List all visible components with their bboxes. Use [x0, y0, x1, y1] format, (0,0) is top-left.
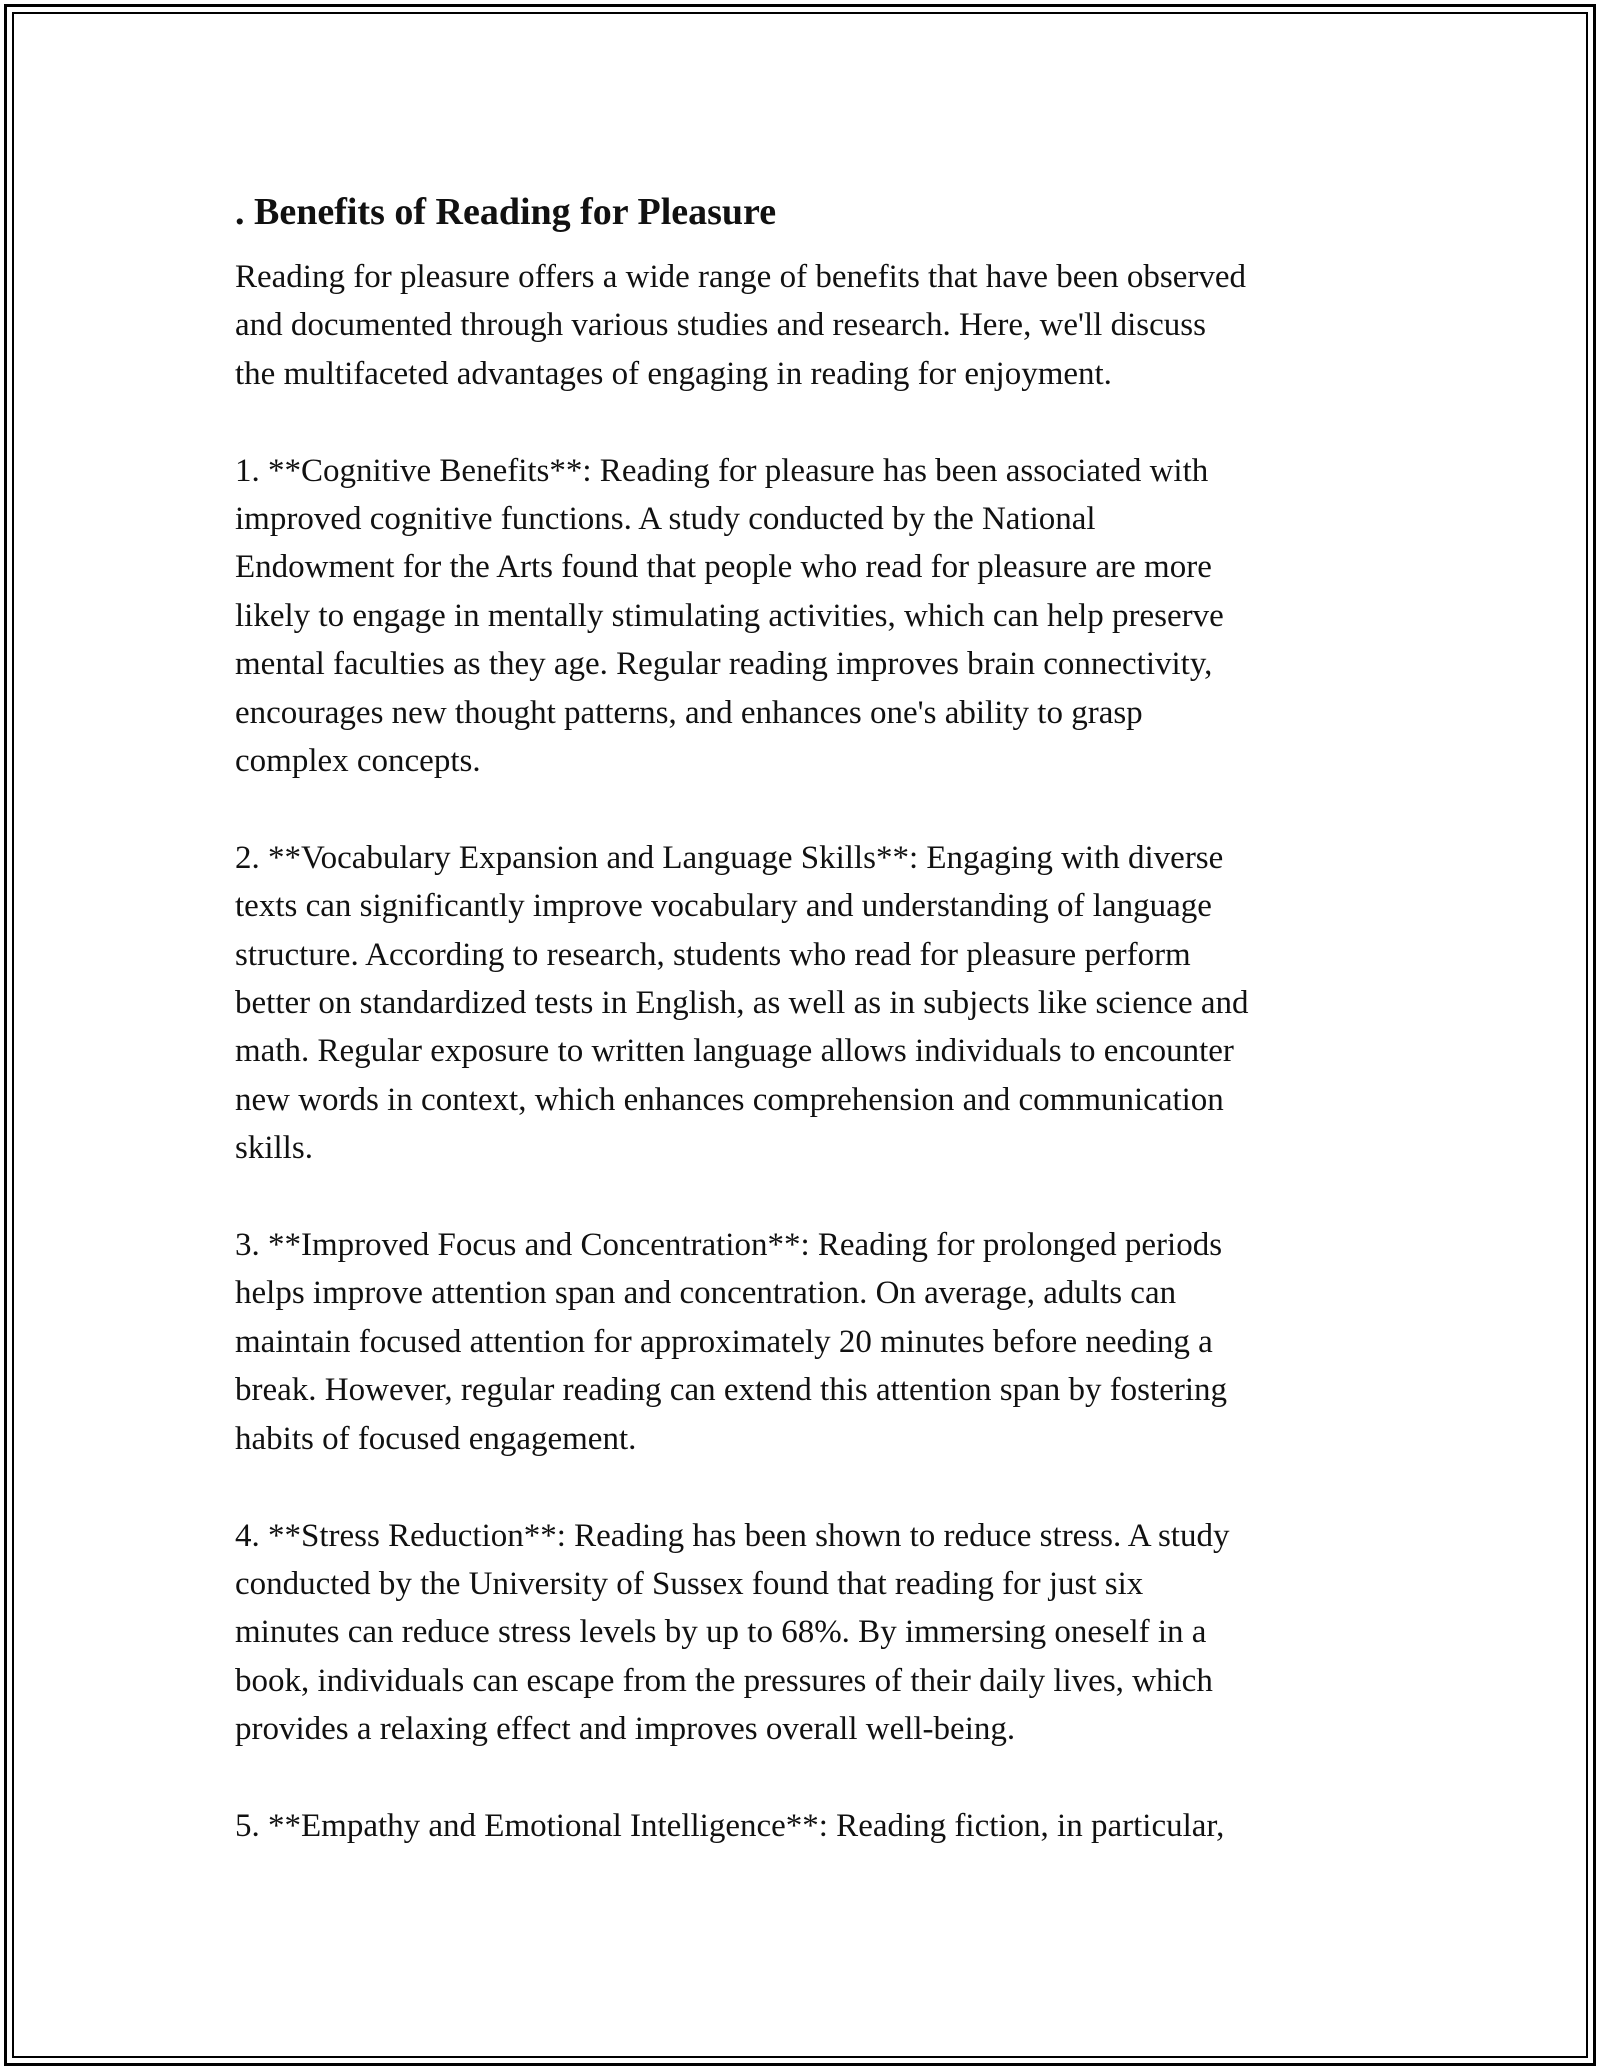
text-line: and documented through various studies and research. Here, we'll discuss — [235, 307, 1206, 344]
text-line: better on standardized tests in English, as well as in subjects like science and — [235, 985, 1249, 1022]
text-line: 5. **Empathy and Emotional Intelligence**: Reading fiction, in particular, — [235, 1807, 1225, 1844]
text-line: conducted by the University of Sussex found that reading for just six — [235, 1565, 1144, 1602]
paragraph-empathy — [235, 1802, 1385, 1850]
text-line: improved cognitive functions. A study conducted by the National — [235, 501, 1096, 538]
text-line: 2. **Vocabulary Expansion and Language Skills**: Engaging with diverse — [235, 839, 1224, 876]
text-line: complex concepts. — [235, 743, 481, 780]
text-line: helps improve attention span and concentration. On average, adults can — [235, 1275, 1177, 1312]
text-line: math. Regular exposure to written language allows individuals to encounter — [235, 1033, 1234, 1070]
text-line: 4. **Stress Reduction**: Reading has been shown to reduce stress. A study — [235, 1517, 1230, 1554]
paragraph-cognitive-benefits — [235, 447, 1385, 786]
text-line: texts can significantly improve vocabulary and understanding of language — [235, 888, 1212, 925]
text-line: 1. **Cognitive Benefits**: Reading for pleasure has been associated with — [235, 452, 1209, 489]
text-line: provides a relaxing effect and improves overall well-being. — [235, 1711, 1016, 1748]
text-line: book, individuals can escape from the pressures of their daily lives, which — [235, 1662, 1213, 1699]
document-body — [235, 185, 1385, 1899]
text-line: skills. — [235, 1130, 313, 1167]
paragraph-intro — [235, 253, 1385, 398]
text-line: mental faculties as they age. Regular reading improves brain connectivity, — [235, 646, 1213, 683]
paragraph-vocabulary — [235, 834, 1385, 1173]
paragraph-stress-reduction — [235, 1512, 1385, 1754]
text-line: encourages new thought patterns, and enhances one's ability to grasp — [235, 694, 1143, 731]
text-line: likely to engage in mentally stimulating activities, which can help preserve — [235, 597, 1224, 634]
text-line: structure. According to research, students who read for pleasure perform — [235, 936, 1191, 973]
text-line: Reading for pleasure offers a wide range of benefits that have been observed — [235, 259, 1246, 295]
text-line: break. However, regular reading can extend this attention span by fostering — [235, 1372, 1227, 1409]
text-line: maintain focused attention for approximately 20 minutes before needing a — [235, 1323, 1213, 1360]
page-title: . Benefits of Reading for Pleasure — [235, 191, 777, 233]
paragraph-focus — [235, 1221, 1385, 1463]
text-line: habits of focused engagement. — [235, 1420, 637, 1457]
text-line: Endowment for the Arts found that people who read for pleasure are more — [235, 549, 1212, 586]
text-line: minutes can reduce stress levels by up to 68%. By immersing oneself in a — [235, 1614, 1207, 1651]
text-line: new words in context, which enhances comprehension and communication — [235, 1081, 1224, 1118]
text-line: 3. **Improved Focus and Concentration**: Reading for prolonged periods — [235, 1227, 1223, 1264]
text-line: the multifaceted advantages of engaging in reading for enjoyment. — [235, 355, 1112, 392]
